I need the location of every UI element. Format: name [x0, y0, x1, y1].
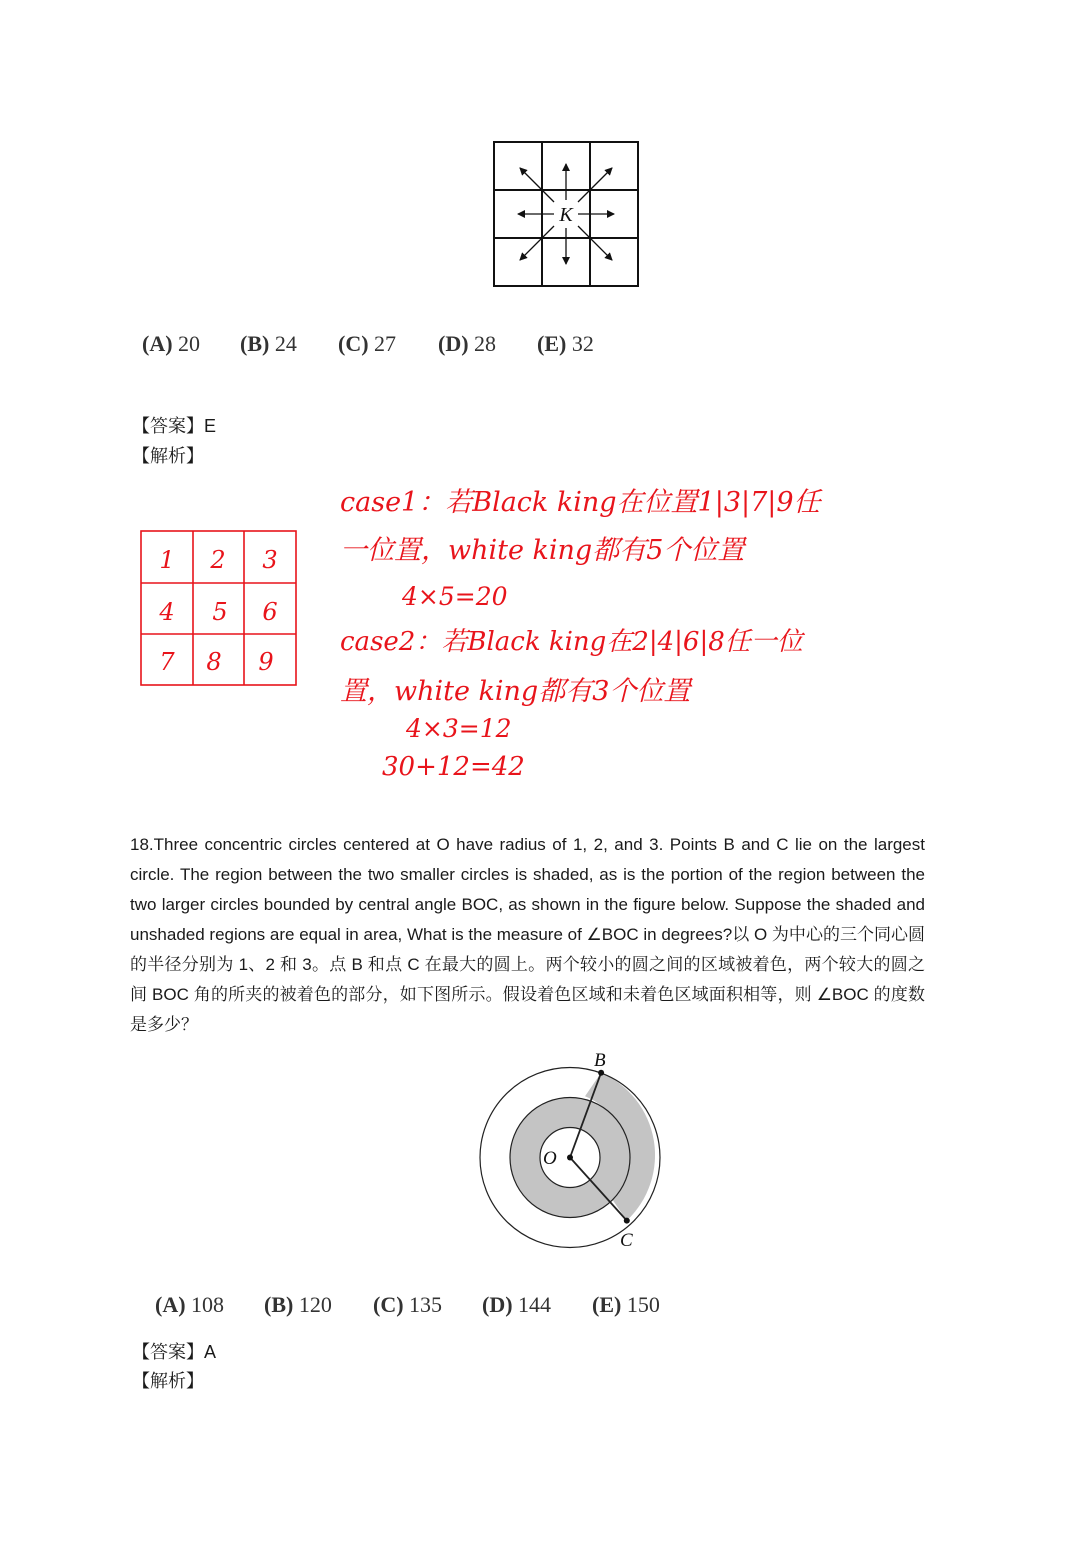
q18-choices: [155, 1292, 660, 1318]
solution-line-6: 4×3=12: [406, 714, 512, 743]
grid-cell-7: 7: [159, 648, 175, 676]
point-o: [567, 1155, 573, 1161]
grid-cell-3: 3: [262, 546, 278, 574]
choice-b[interactable]: (B) 120: [264, 1292, 332, 1317]
solution-line-7: 30+12=42: [382, 752, 525, 782]
answer-value: A: [204, 1342, 217, 1362]
choice-c[interactable]: (C) 135: [373, 1292, 443, 1317]
q18-analysis-label: 【解析】: [132, 1371, 204, 1391]
solution-line-4: case2：若Black king在2|4|6|8任一位: [340, 627, 803, 657]
solution-line-1: case1：若Black king在位置1|3|7|9任: [340, 487, 821, 518]
king-label: K: [559, 204, 573, 226]
solution-line-2: 一位置，white king都有5个位置: [340, 535, 745, 566]
q18-text-en: 18.Three concentric circles centered at O have radius of 1, 2, and 3. Points B and C lie on the largest circle. The region between the two smaller circles is shaded, as is the portion of the region between the two larger circles bounded by central angle BOC, as shown in the figure below. Suppose the shaded and unshaded regions are equal in area, What is the measure of ∠BOC in degrees?: [130, 835, 925, 944]
q18-answer: [132, 1337, 216, 1367]
label-o: O: [543, 1148, 557, 1169]
choice-e[interactable]: (E) 150: [592, 1292, 660, 1317]
solution-grid-figure: [138, 528, 302, 690]
answer-value: E: [204, 416, 217, 436]
choice-d[interactable]: (D) 144: [482, 1292, 552, 1317]
choice-c[interactable]: (C) 27: [338, 331, 397, 356]
label-b: B: [594, 1050, 606, 1071]
answer-label: 【答案】: [132, 1342, 204, 1362]
solution-line-5: 置，white king都有3个位置: [340, 676, 691, 707]
arrow-up-right-icon: [578, 168, 612, 202]
q17-answer: [132, 411, 216, 441]
choice-a[interactable]: (A) 108: [155, 1292, 225, 1317]
answer-label: 【答案】: [132, 416, 204, 436]
choice-d[interactable]: (D) 28: [438, 331, 497, 356]
arrow-up-left-icon: [520, 168, 554, 202]
label-c: C: [620, 1230, 633, 1251]
q18-question: [130, 830, 925, 1040]
grid-cell-1: 1: [159, 546, 175, 574]
point-c: [624, 1218, 630, 1224]
concentric-circles-figure: [470, 1044, 680, 1254]
grid-cell-5: 5: [212, 598, 228, 626]
arrow-down-left-icon: [520, 226, 554, 260]
grid-cell-6: 6: [262, 598, 278, 626]
choice-a[interactable]: (A) 20: [142, 331, 201, 356]
q17-analysis-label: 【解析】: [132, 446, 204, 466]
q17-choices: [142, 331, 594, 357]
king-moves-grid-figure: [490, 138, 642, 290]
grid-cell-8: 8: [206, 648, 222, 676]
choice-e[interactable]: (E) 32: [537, 331, 594, 356]
grid-cell-2: 2: [210, 546, 226, 574]
q18-text-cn: 以 O 为中心的三个同心圆的半径分别为 1、2 和 3。点 B 和点 C 在最大的圆上。两个较小的圆之间的区域被着色，两个较大的圆之间 BOC 角的所夹的被着色的部分，如下图所示。假设着色区域和未着色区域面积相等，则 ∠BOC 的度数是多少？: [130, 925, 926, 1034]
grid-cell-9: 9: [258, 648, 274, 676]
arrow-down-right-icon: [578, 226, 612, 260]
solution-line-3: 4×5=20: [402, 582, 508, 611]
choice-b[interactable]: (B) 24: [240, 331, 297, 356]
grid-cell-4: 4: [159, 598, 175, 626]
